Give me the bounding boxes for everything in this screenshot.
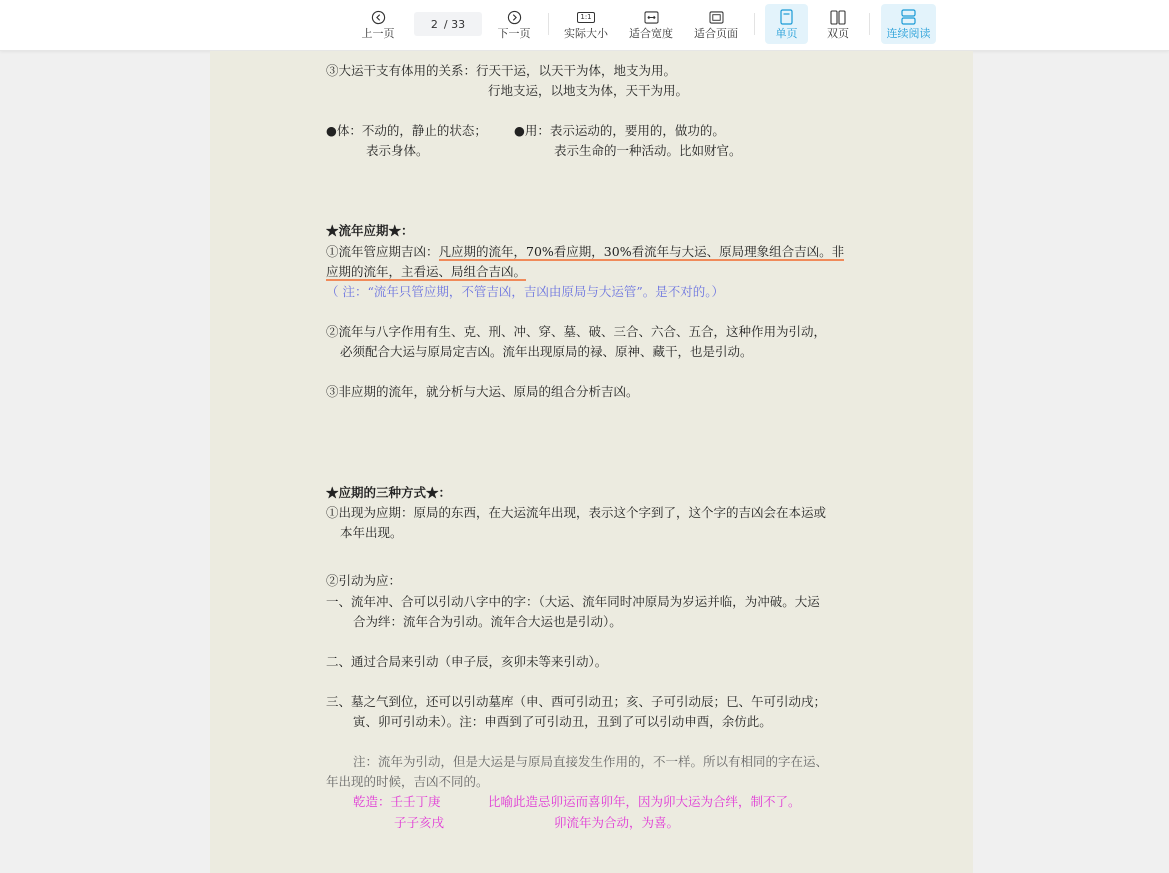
page-total: / 33 bbox=[443, 17, 466, 31]
body-text: 必须配合大运与原局定吉凶。流年出现原局的禄、原神、藏干，也是引动。 bbox=[340, 344, 753, 359]
body-text: ①流年管应期吉凶： bbox=[326, 244, 439, 259]
annotation-note: 年出现的时候，吉凶不同的。 bbox=[326, 774, 489, 789]
body-text: 合为绊：流年合为引动。流年合大运也是引动）。 bbox=[353, 614, 622, 629]
next-page-button[interactable] bbox=[494, 4, 534, 44]
fit-page-button[interactable] bbox=[692, 4, 740, 44]
body-text: 本年出现。 bbox=[340, 525, 403, 540]
next-page-label: 下一页 bbox=[497, 27, 531, 40]
annotation-note: 卯流年为合动，为喜。 bbox=[554, 815, 680, 830]
double-page-label: 双页 bbox=[827, 27, 849, 40]
body-text: 表示生命的一种活动。比如财官。 bbox=[554, 143, 742, 158]
single-page-button[interactable] bbox=[765, 4, 808, 44]
actual-size-label: 实际大小 bbox=[564, 27, 608, 40]
annotation-note: 乾造：壬壬丁庚 bbox=[353, 794, 441, 809]
body-text bbox=[326, 244, 844, 260]
continuous-reading-label: 连续阅读 bbox=[886, 27, 931, 40]
body-text: 行地支运，以地支为体，天干为用。 bbox=[488, 83, 689, 98]
annotation-note: 子子亥戌 bbox=[394, 815, 445, 830]
document-page bbox=[210, 51, 973, 873]
single-page-icon bbox=[779, 9, 795, 25]
actual-size-button[interactable] bbox=[562, 4, 610, 44]
viewer-toolbar bbox=[0, 0, 1169, 51]
body-text: ②引动为应： bbox=[326, 573, 402, 588]
annotation-note: 注：流年为引动，但是大运是与原局直接发生作用的，不一样。所以有相同的字在运、 bbox=[353, 754, 829, 769]
double-page-icon bbox=[830, 9, 846, 25]
body-text: 表示身体。 bbox=[366, 143, 429, 158]
actual-size-icon bbox=[578, 9, 594, 25]
annotation-note: （ 注：“流年只管应期，不管吉凶，吉凶由原局与大运管”。是不对的。） bbox=[326, 284, 725, 299]
fit-width-icon bbox=[643, 9, 659, 25]
fit-page-icon bbox=[708, 9, 724, 25]
body-text: 三、墓之气到位，还可以引动墓库（申、酉可引动丑；亥、子可引动辰；巳、午可引动戌； bbox=[326, 694, 827, 709]
section-heading: ★应期的三种方式★： bbox=[326, 485, 452, 500]
body-text: 一、流年冲、合可以引动八字中的字：（大运、流年同时冲原局为岁运并临，为冲破。大运 bbox=[326, 594, 820, 609]
continuous-reading-button[interactable] bbox=[881, 4, 936, 44]
body-text: 二、通过合局来引动（申子辰，亥卯未等来引动）。 bbox=[326, 654, 608, 669]
toolbar-divider bbox=[548, 13, 549, 35]
fit-width-label: 适合宽度 bbox=[629, 27, 673, 40]
page-number-field[interactable] bbox=[414, 12, 482, 36]
double-page-button[interactable] bbox=[818, 4, 858, 44]
fit-width-button[interactable] bbox=[627, 4, 675, 44]
fit-page-label: 适合页面 bbox=[694, 27, 738, 40]
body-text: 寅、卯可引动未）。注：申酉到了可引动丑，丑到了可以引动申酉，余仿此。 bbox=[353, 714, 772, 729]
annotation-note: 比喻此造忌卯运而喜卯年，因为卯大运为合绊，制不了。 bbox=[488, 794, 801, 809]
toolbar-divider bbox=[754, 13, 755, 35]
single-page-label: 单页 bbox=[775, 27, 798, 40]
body-text: ①出现为应期：原局的东西，在大运流年出现，表示这个字到了，这个字的吉凶会在本运或 bbox=[326, 505, 827, 520]
prev-page-label: 上一页 bbox=[361, 27, 395, 40]
chevron-right-circle-icon bbox=[506, 9, 522, 25]
highlighted-text: 凡应期的流年，70%看应期，30%看流年与大运、原局理象组合吉凶。非 bbox=[438, 244, 845, 259]
body-text: ●体：不动的，静止的状态； bbox=[326, 123, 487, 138]
body-text: ●用：表示运动的，要用的，做功的。 bbox=[514, 123, 725, 138]
actual-size-glyph: 1:1 bbox=[577, 12, 594, 23]
continuous-reading-icon bbox=[901, 9, 917, 25]
page-current: 2 bbox=[430, 17, 438, 31]
body-text: ③非应期的流年，就分析与大运、原局的组合分析吉凶。 bbox=[326, 384, 639, 399]
body-text: ③大运干支有体用的关系：行天干运，以天干为体，地支为用。 bbox=[326, 63, 677, 78]
highlighted-text: 应期的流年，主看运、局组合吉凶。 bbox=[326, 264, 527, 279]
chevron-left-circle-icon bbox=[370, 9, 386, 25]
section-heading: ★流年应期★： bbox=[326, 223, 414, 238]
toolbar-divider bbox=[869, 13, 870, 35]
prev-page-button[interactable] bbox=[358, 4, 398, 44]
body-text: ②流年与八字作用有生、克、刑、冲、穿、墓、破、三合、六合、五合，这种作用为引动， bbox=[326, 324, 827, 339]
body-text bbox=[326, 264, 526, 280]
